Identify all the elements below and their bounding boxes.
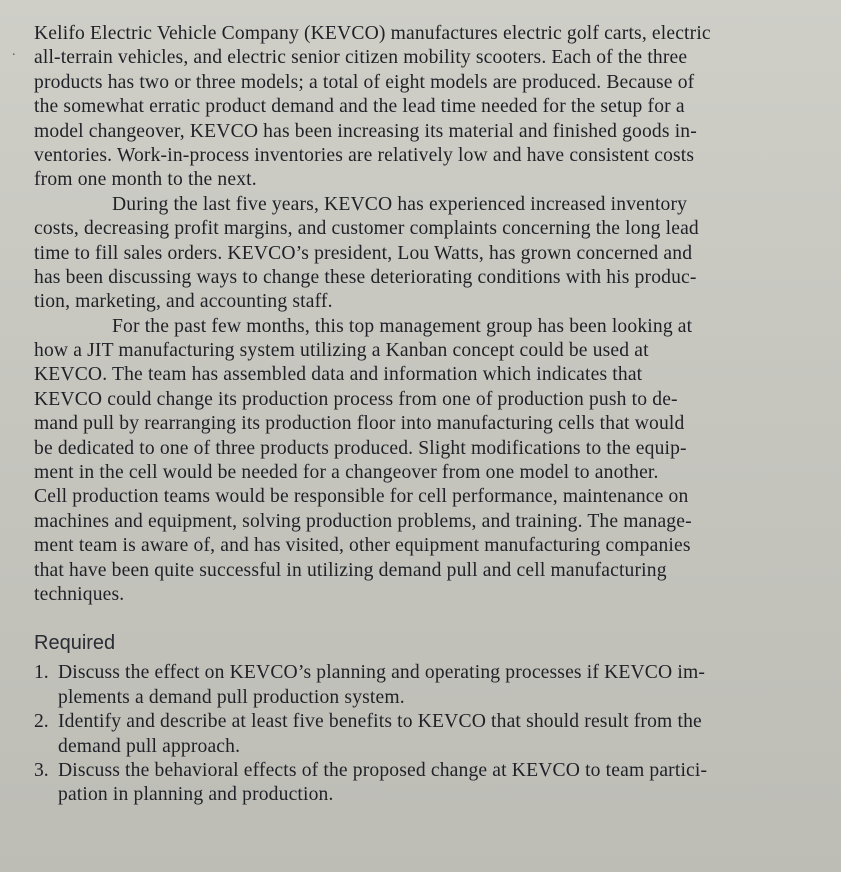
text-line: Kelifo Electric Vehicle Company (KEVCO) manufactures electric golf carts, electric <box>34 23 711 44</box>
text-line: ment team is aware of, and has visited, other equipment manufacturing companies <box>34 535 691 557</box>
text-line: techniques. <box>34 583 125 605</box>
margin-mark: . <box>12 44 16 59</box>
text-line: mand pull by rearranging its production floor into manufacturing cells that would <box>34 413 685 435</box>
text-line: ment in the cell would be needed for a changeover from one model to another. <box>34 462 659 484</box>
text-line: tion, marketing, and accounting staff. <box>34 291 333 313</box>
text-line: plements a demand pull production system. <box>58 686 405 708</box>
text-line: that have been quite successful in utilizing demand pull and cell manufacturing <box>34 559 667 581</box>
text-line: has been discussing ways to change these deteriorating conditions with his produc- <box>34 266 697 288</box>
text-line: the somewhat erratic product demand and the lead time needed for the setup for a <box>34 96 685 118</box>
paragraph-jit-proposal <box>34 315 821 608</box>
required-item-2 <box>34 710 821 759</box>
text-line: model changeover, KEVCO has been increasing its material and finished goods in- <box>34 120 697 142</box>
text-line: pation in planning and production. <box>58 784 334 806</box>
required-heading: Required <box>34 632 116 655</box>
item-number: 1. <box>34 662 49 684</box>
text-line: Cell production teams would be responsible for cell performance, maintenance on <box>34 486 689 508</box>
text-line: For the past few months, this top management group has been looking at <box>112 315 693 337</box>
item-number: 2. <box>34 711 49 733</box>
text-line: Discuss the effect on KEVCO’s planning and operating processes if KEVCO im- <box>58 662 706 684</box>
text-line: how a JIT manufacturing system utilizing a Kanban concept could be used at <box>34 340 649 362</box>
required-section <box>34 629 821 807</box>
text-line: from one month to the next. <box>34 169 257 191</box>
item-number: 3. <box>34 759 49 781</box>
paragraph-background <box>34 193 821 315</box>
paragraph-intro <box>34 22 821 193</box>
text-line: demand pull approach. <box>58 735 241 757</box>
text-line: machines and equipment, solving production problems, and training. The manage- <box>34 510 692 532</box>
text-line: KEVCO. The team has assembled data and information which indicates that <box>34 364 643 386</box>
required-item-3 <box>34 759 821 808</box>
text-line: costs, decreasing profit margins, and customer complaints concerning the long lead <box>34 218 699 240</box>
text-line: Discuss the behavioral effects of the proposed change at KEVCO to team partici- <box>58 759 708 781</box>
text-line: be dedicated to one of three products produced. Slight modifications to the equip- <box>34 437 687 459</box>
text-line: time to fill sales orders. KEVCO’s president, Lou Watts, has grown concerned and <box>34 242 693 264</box>
text-line: ventories. Work-in-process inventories are relatively low and have consistent costs <box>34 144 695 166</box>
required-item-1 <box>34 661 821 710</box>
text-line: KEVCO could change its production process from one of production push to de- <box>34 388 678 410</box>
text-line: all-terrain vehicles, and electric senior citizen mobility scooters. Each of the three <box>34 47 688 69</box>
text-line: During the last five years, KEVCO has experienced increased inventory <box>112 193 688 215</box>
text-line: Identify and describe at least five benefits to KEVCO that should result from the <box>58 711 702 733</box>
text-line: products has two or three models; a total of eight models are produced. Because of <box>34 71 695 93</box>
